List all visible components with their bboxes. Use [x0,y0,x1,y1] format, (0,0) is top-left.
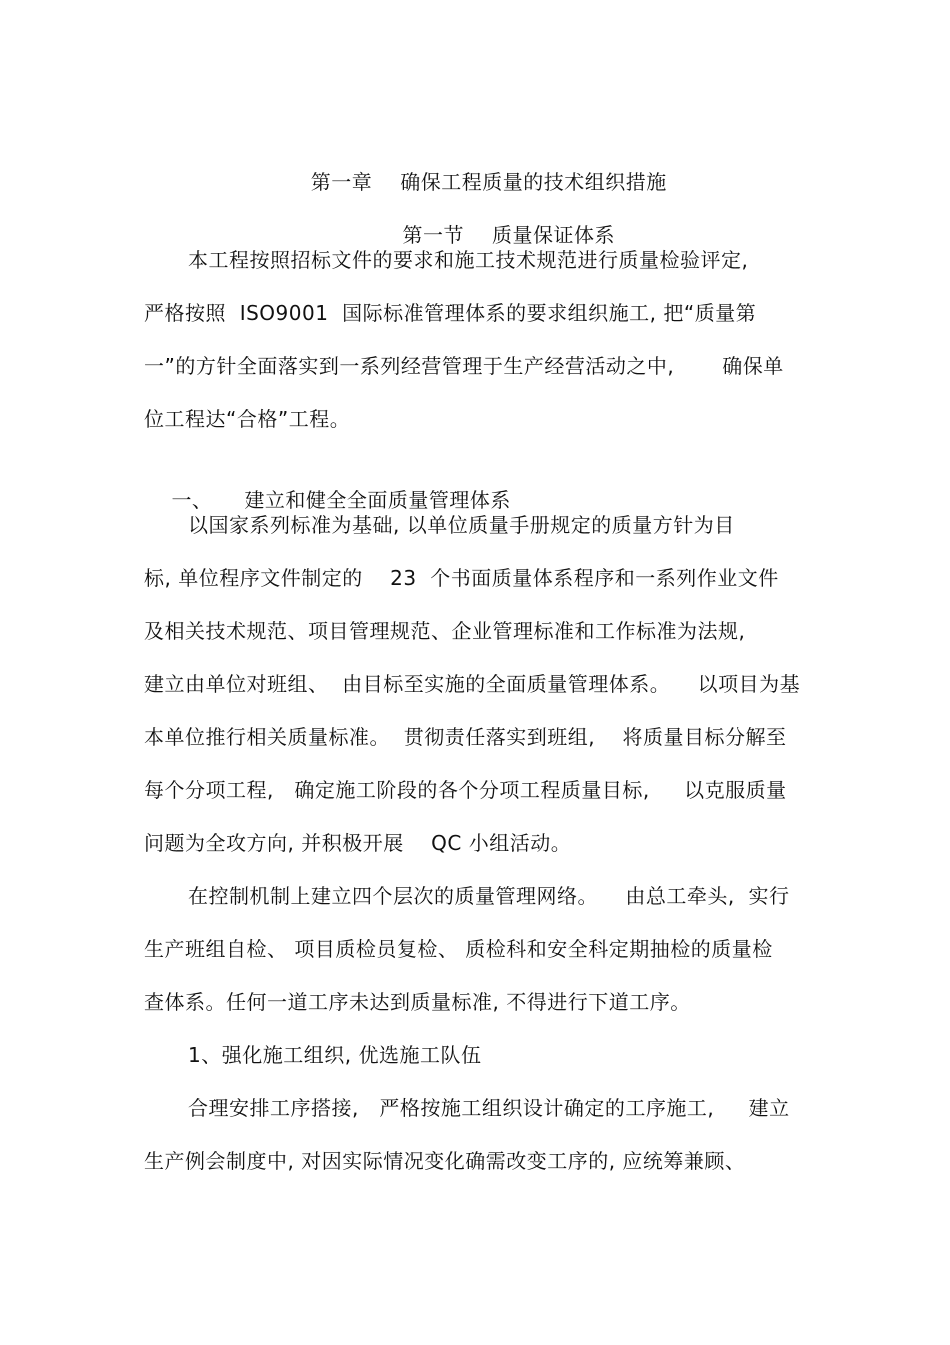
para1-line-2: 标, 单位程序文件制定的 23 个书面质量体系程序和一系列作业文件 [144,566,779,590]
intro-line-1: 本工程按照招标文件的要求和施工技术规范进行质量检验评定, [188,248,749,272]
para1-line-5: 本单位推行相关质量标准。 贯彻责任落实到班组, 将质量目标分解至 [144,725,787,749]
subheading-1: 1、强化施工组织, 优选施工队伍 [188,1043,482,1067]
para3-line-1: 合理安排工序搭接, 严格按施工组织设计确定的工序施工, 建立 [188,1096,790,1120]
para2-line-3: 查体系。任何一道工序未达到质量标准, 不得进行下道工序。 [144,990,691,1014]
section-title: 质量保证体系 [491,223,615,247]
para2-line-2: 生产班组自检、 项目质检员复检、 质检科和安全科定期抽检的质量检 [144,937,773,961]
intro-line-4: 位工程达“合格”工程。 [144,407,351,431]
para1-line-3: 及相关技术规范、项目管理规范、企业管理标准和工作标准为法规, [144,619,746,643]
para1-line-7: 问题为全攻方向, 并积极开展 QC 小组活动。 [144,831,572,855]
para1-line-4: 建立由单位对班组、 由目标至实施的全面质量管理体系。 以项目为基 [144,672,801,696]
heading-1-title: 建立和健全全面质量管理体系 [244,488,511,512]
intro-line-3: 一”的方针全面落实到一系列经营管理于生产经营活动之中, 确保单 [144,354,784,378]
para3-line-2: 生产例会制度中, 对因实际情况变化确需改变工序的, 应统筹兼顾、 [144,1149,746,1173]
para1-line-1: 以国家系列标准为基础, 以单位质量手册规定的质量方针为目 [188,513,735,537]
intro-line-2: 严格按照 ISO9001 国际标准管理体系的要求组织施工, 把“质量第 [144,301,757,325]
heading-1-number: 一、 [171,488,213,512]
chapter-label: 第一章 [310,170,373,194]
section-label: 第一节 [402,223,464,247]
para1-line-6: 每个分项工程, 确定施工阶段的各个分项工程质量目标, 以克服质量 [144,778,787,802]
chapter-title: 确保工程质量的技术组织措施 [400,170,667,194]
para2-line-1: 在控制机制上建立四个层次的质量管理网络。 由总工牵头, 实行 [188,884,790,908]
